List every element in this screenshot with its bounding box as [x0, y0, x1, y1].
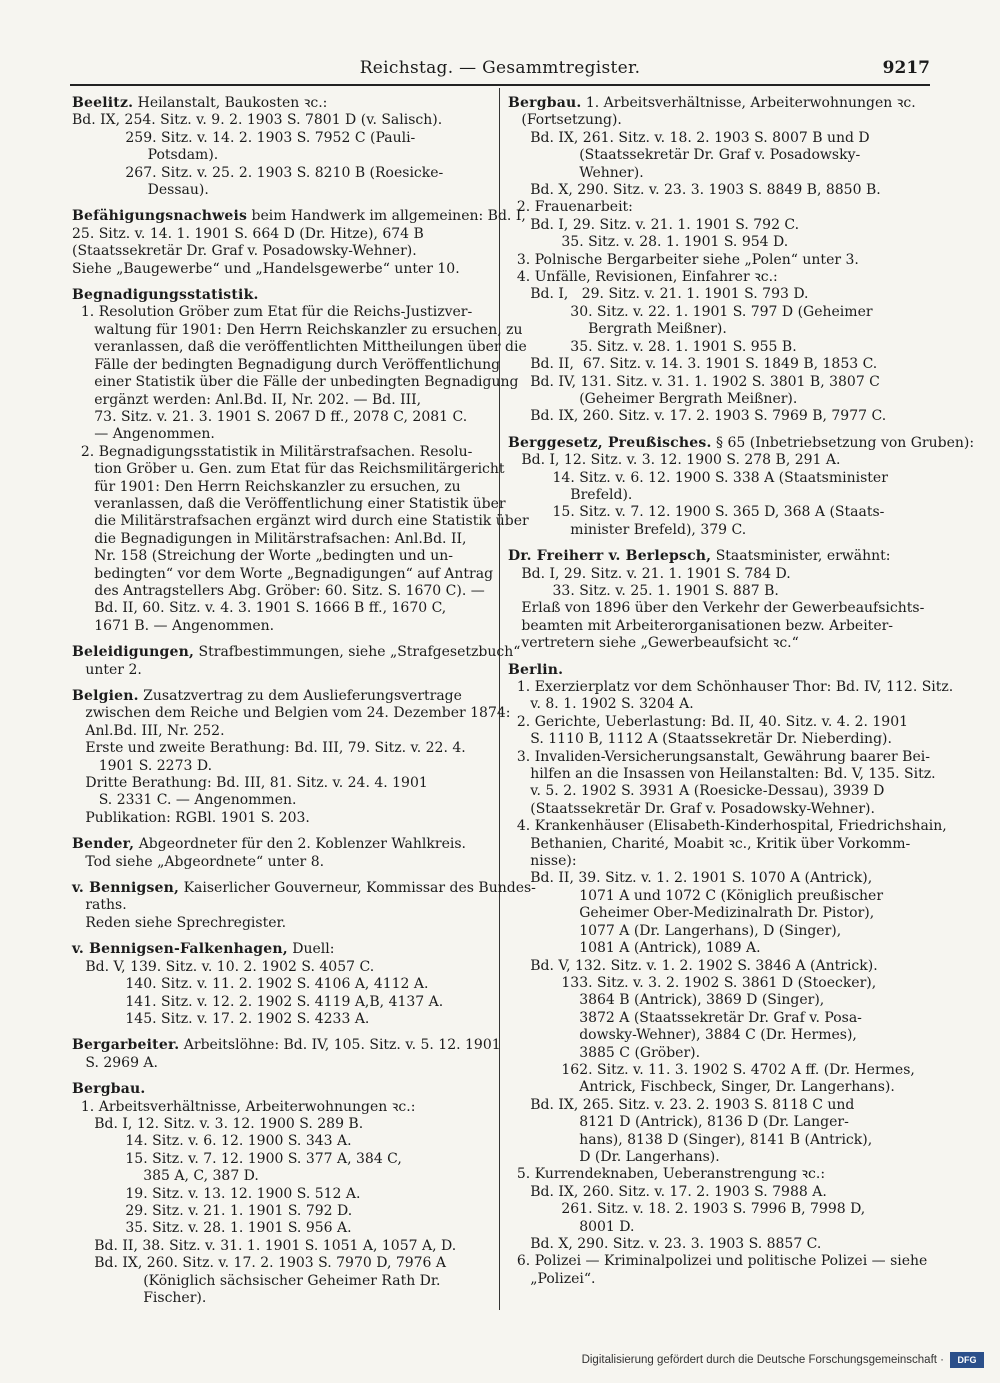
entry-line: Bd. I, 12. Sitz. v. 3. 12. 1900 S. 278 B, 291 A. — [508, 452, 841, 469]
entry-line: Beleidigungen, Strafbestimmungen, siehe „Strafgesetzbuch“ — [72, 644, 521, 661]
entry-line: Bd. I, 29. Sitz. v. 21. 1. 1901 S. 792 C. — [508, 216, 800, 233]
entry-line: 19. Sitz. v. 13. 12. 1900 S. 512 A. — [72, 1185, 361, 1202]
entry-line: vertretern siehe „Gewerbeaufsicht ꝛc.“ — [508, 635, 799, 652]
entry-line: unter 2. — [72, 661, 142, 678]
entry-line: für 1901: Den Herrn Reichskanzler zu ersuchen, zu — [72, 478, 461, 495]
entry-line: Tod siehe „Abgeordnete“ unter 8. — [72, 853, 325, 870]
entry-line: v. 8. 1. 1902 S. 3204 A. — [508, 696, 694, 713]
entry-heading: v. Bennigsen, — [72, 880, 180, 897]
entry-line: 140. Sitz. v. 11. 2. 1902 S. 4106 A, 4112 A. — [72, 976, 429, 993]
entry-line: Bd. IX, 261. Sitz. v. 18. 2. 1903 S. 8007 B und D — [508, 129, 870, 146]
register-entry — [72, 95, 486, 199]
entry-line: Bethanien, Charité, Moabit ꝛc., Kritik über Vorkomm- — [508, 835, 911, 852]
register-entry — [72, 941, 486, 1028]
column-divider — [499, 88, 500, 1310]
entry-line: 133. Sitz. v. 3. 2. 1902 S. 3861 D (Stoecker), — [508, 974, 877, 991]
entry-line: Bd. IX, 265. Sitz. v. 23. 2. 1903 S. 8118 C und — [508, 1096, 855, 1113]
entry-line: Bd. IX, 260. Sitz. v. 17. 2. 1903 S. 7970 D, 7976 A — [72, 1255, 447, 1272]
entry-line: 1901 S. 2273 D. — [72, 757, 213, 774]
register-entry — [72, 287, 529, 635]
entry-heading: Beleidigungen, — [72, 644, 195, 661]
entry-line: Antrick, Fischbeck, Singer, Dr. Langerhans). — [508, 1079, 895, 1096]
entry-line: minister Brefeld), 379 C. — [508, 521, 747, 538]
entry-line: Bergbau. 1. Arbeitsverhältnisse, Arbeiterwohnungen ꝛc. — [508, 95, 916, 111]
entry-line: bedingten“ vor dem Worte „Begnadigungen“ auf Antrag — [72, 565, 494, 582]
entry-line: 1. Resolution Gröber zum Etat für die Reichs-Justizver- — [72, 304, 473, 321]
entry-line: 35. Sitz. v. 28. 1. 1901 S. 956 A. — [72, 1220, 352, 1237]
entry-line: 2. Frauenarbeit: — [508, 199, 633, 216]
entry-line: Bender, Abgeordneter für den 2. Koblenzer Wahlkreis. — [72, 836, 466, 853]
entry-line: Erlaß von 1896 über den Verkehr der Gewerbeaufsichts- — [508, 600, 925, 617]
entry-line: 29. Sitz. v. 21. 1. 1901 S. 792 D. — [72, 1202, 353, 1219]
entry-line: Dessau). — [72, 182, 209, 199]
entry-line: v. 5. 2. 1902 S. 3931 A (Roesicke-Dessau), 3939 D — [508, 783, 885, 800]
entry-line: Bd. II, 39. Sitz. v. 1. 2. 1901 S. 1070 A (Antrick), — [508, 870, 873, 887]
entry-line: 1071 A und 1072 C (Königlich preußischer — [508, 887, 884, 904]
register-entry — [72, 836, 486, 871]
right-column — [508, 95, 975, 1297]
entry-line: (Königlich sächsischer Geheimer Rath Dr. — [72, 1272, 441, 1289]
entry-line: 3864 B (Antrick), 3869 D (Singer), — [508, 992, 825, 1009]
entry-line: raths. — [72, 897, 127, 914]
entry-line: Nr. 158 (Streichung der Worte „bedingten und un- — [72, 548, 453, 565]
entry-line: 8001 D. — [508, 1218, 635, 1235]
entry-line: 1081 A (Antrick), 1089 A. — [508, 940, 761, 957]
register-entry — [508, 661, 954, 1289]
entry-line: 8121 D (Antrick), 8136 D (Dr. Langer- — [508, 1114, 849, 1131]
entry-line: zwischen dem Reiche und Belgien vom 24. Dezember 1874: — [72, 705, 511, 722]
entry-line: waltung für 1901: Den Herrn Reichskanzler zu ersuchen, zu — [72, 321, 523, 338]
entry-line: 4. Unfälle, Revisionen, Einfahrer ꝛc.: — [508, 269, 778, 286]
entry-line: 1671 B. — Angenommen. — [72, 617, 275, 634]
entry-line: 35. Sitz. v. 28. 1. 1901 S. 955 B. — [508, 338, 797, 355]
entry-line: Bd. I, 29. Sitz. v. 21. 1. 1901 S. 784 D. — [508, 565, 791, 582]
entry-line: (Staatssekretär Dr. Graf v. Posadowsky-Wehner). — [72, 243, 417, 260]
entry-line: 35. Sitz. v. 28. 1. 1901 S. 954 D. — [508, 234, 789, 251]
entry-line: tion Gröber u. Gen. zum Etat für das Reichsmilitärgericht — [72, 461, 505, 478]
entry-line: Potsdam). — [72, 147, 219, 164]
entry-line: (Geheimer Bergrath Meißner). — [508, 390, 798, 407]
entry-line: Bd. I, 12. Sitz. v. 3. 12. 1900 S. 289 B. — [72, 1115, 364, 1132]
entry-line: hilfen an die Insassen von Heilanstalten: Bd. V, 135. Sitz. — [508, 766, 936, 783]
entry-line: (Staatssekretär Dr. Graf v. Posadowsky-Wehner). — [508, 800, 875, 817]
entry-heading: Bergbau. — [72, 1081, 146, 1098]
entry-line: 3. Invaliden-Versicherungsanstalt, Gewährung baarer Bei- — [508, 748, 930, 765]
entry-line: 1077 A (Dr. Langerhans), D (Singer), — [508, 922, 842, 939]
entry-line: „Polizei“. — [508, 1270, 596, 1287]
page-title: Reichstag. — Gesammtregister. — [359, 58, 641, 78]
entry-line: Bd. V, 139. Sitz. v. 10. 2. 1902 S. 4057 C. — [72, 958, 375, 975]
entry-line: 33. Sitz. v. 25. 1. 1901 S. 887 B. — [508, 582, 779, 599]
page-header — [70, 58, 930, 82]
entry-line — [72, 287, 486, 304]
entry-line: Bd. X, 290. Sitz. v. 23. 3. 1903 S. 8857 C. — [508, 1236, 822, 1252]
entry-line: Bergrath Meißner). — [508, 321, 727, 338]
entry-line: 73. Sitz. v. 21. 3. 1901 S. 2067 D ff., 2078 C, 2081 C. — [72, 408, 468, 425]
entry-line: 14. Sitz. v. 6. 12. 1900 S. 343 A. — [72, 1133, 352, 1150]
entry-line: 259. Sitz. v. 14. 2. 1903 S. 7952 C (Pauli- — [72, 129, 416, 146]
entry-line: die Militärstrafsachen ergänzt wird durch eine Statistik über — [72, 513, 529, 530]
entry-heading: Berlin. — [508, 661, 564, 678]
entry-line: Fälle der bedingten Begnadigung durch Veröffentlichung — [72, 356, 501, 373]
entry-line: nisse): — [508, 853, 577, 870]
entry-line — [72, 1081, 486, 1098]
entry-line: 14. Sitz. v. 6. 12. 1900 S. 338 A (Staatsminister — [508, 469, 888, 486]
entry-line: Publikation: RGBl. 1901 S. 203. — [72, 809, 310, 826]
entry-line: Wehner). — [508, 164, 644, 181]
footer-credit: Digitalisierung gefördert durch die Deutsche Forschungsgemeinschaft · — [581, 1354, 944, 1366]
entry-line: 4. Krankenhäuser (Elisabeth-Kinderhospital, Friedrichshain, — [508, 818, 947, 835]
entry-line: 141. Sitz. v. 12. 2. 1902 S. 4119 A,B, 4137 A. — [72, 993, 444, 1010]
entry-line: Bd. X, 290. Sitz. v. 23. 3. 1903 S. 8849 B, 8850 B. — [508, 182, 881, 199]
entry-line: 267. Sitz. v. 25. 2. 1903 S. 8210 B (Roesicke- — [72, 164, 444, 181]
entry-line: D (Dr. Langerhans). — [508, 1148, 720, 1165]
entry-line: Bd. II, 60. Sitz. v. 4. 3. 1901 S. 1666 B ff., 1670 C, — [72, 600, 447, 617]
entry-line: 1. Exerzierplatz vor dem Schönhauser Thor: Bd. IV, 112. Sitz. — [508, 679, 954, 695]
register-entry — [72, 208, 526, 278]
entry-line: (Staatssekretär Dr. Graf v. Posadowsky- — [508, 147, 861, 164]
register-entry — [72, 688, 511, 827]
entry-line: S. 1110 B, 1112 A (Staatssekretär Dr. Nieberding). — [508, 731, 892, 748]
entry-line: die Begnadigungen in Militärstrafsachen: Anl.Bd. II, — [72, 530, 467, 547]
entry-line: 261. Sitz. v. 18. 2. 1903 S. 7996 B, 7998 D, — [508, 1201, 866, 1218]
entry-line: Bd. IV, 131. Sitz. v. 31. 1. 1902 S. 3801 B, 3807 C — [508, 373, 880, 390]
entry-heading: Bergbau. — [508, 95, 582, 111]
entry-heading: v. Bennigsen-Falkenhagen, — [72, 941, 288, 958]
entry-line: Bd. IX, 254. Sitz. v. 9. 2. 1903 S. 7801 D (v. Salisch). — [72, 112, 443, 129]
entry-line: Fischer). — [72, 1290, 207, 1306]
entry-line: 145. Sitz. v. 17. 2. 1902 S. 4233 A. — [72, 1010, 370, 1027]
entry-line: veranlassen, daß die veröffentlichten Mittheilungen über die — [72, 339, 527, 356]
entry-line: Brefeld). — [508, 486, 633, 503]
entry-line: Siehe „Baugewerbe“ und „Handelsgewerbe“ unter 10. — [72, 260, 460, 277]
entry-line: S. 2969 A. — [72, 1054, 158, 1071]
entry-line: Beelitz. Heilanstalt, Baukosten ꝛc.: — [72, 95, 328, 111]
entry-line: 30. Sitz. v. 22. 1. 1901 S. 797 D (Geheimer — [508, 303, 873, 320]
header-rule — [70, 84, 930, 86]
entry-line: 5. Kurrendeknaben, Ueberanstrengung ꝛc.: — [508, 1166, 826, 1183]
entry-line: 1. Arbeitsverhältnisse, Arbeiterwohnungen ꝛc.: — [72, 1098, 416, 1115]
entry-line: 2. Begnadigungsstatistik in Militärstrafsachen. Resolu- — [72, 443, 473, 460]
entry-line: 15. Sitz. v. 7. 12. 1900 S. 377 A, 384 C, — [72, 1150, 402, 1167]
entry-heading: Bergarbeiter. — [72, 1037, 180, 1054]
entry-line: Befähigungsnachweis beim Handwerk im allgemeinen: Bd. I, — [72, 208, 526, 225]
entry-line: 25. Sitz. v. 14. 1. 1901 S. 664 D (Dr. Hitze), 674 B — [72, 225, 424, 242]
entry-line: S. 2331 C. — Angenommen. — [72, 792, 297, 809]
entry-line: — Angenommen. — [72, 426, 215, 443]
register-entry — [72, 644, 521, 679]
entry-line: Bd. I, 29. Sitz. v. 21. 1. 1901 S. 793 D. — [508, 286, 809, 303]
register-entry — [508, 548, 924, 652]
entry-line: beamten mit Arbeiterorganisationen bezw. Arbeiter- — [508, 617, 894, 634]
entry-line: 15. Sitz. v. 7. 12. 1900 S. 365 D, 368 A (Staats- — [508, 504, 885, 521]
entry-line: Geheimer Ober-Medizinalrath Dr. Pistor), — [508, 905, 875, 922]
entry-line: 3872 A (Staatssekretär Dr. Graf v. Posa- — [508, 1009, 862, 1026]
entry-line: 3885 C (Gröber). — [508, 1044, 701, 1061]
entry-line: 2. Gerichte, Ueberlastung: Bd. II, 40. Sitz. v. 4. 2. 1901 — [508, 713, 909, 730]
dfg-logo: DFG — [950, 1352, 984, 1368]
entry-line: Dritte Berathung: Bd. III, 81. Sitz. v. 24. 4. 1901 — [72, 775, 428, 792]
register-entry — [72, 1037, 501, 1072]
entry-heading: Belgien. — [72, 688, 139, 704]
entry-line: Belgien. Zusatzvertrag zu dem Auslieferungsvertrage — [72, 688, 462, 704]
entry-line: Berggesetz, Preußisches. § 65 (Inbetriebsetzung von Gruben): — [508, 434, 975, 451]
entry-line: v. Bennigsen-Falkenhagen, Duell: — [72, 941, 335, 958]
entry-line: 6. Polizei — Kriminalpolizei und politische Polizei — siehe — [508, 1253, 928, 1270]
entry-line: (Fortsetzung). — [508, 112, 622, 129]
entry-line: Bergarbeiter. Arbeitslöhne: Bd. IV, 105. Sitz. v. 5. 12. 1901 — [72, 1037, 501, 1054]
entry-line: Bd. V, 132. Sitz. v. 1. 2. 1902 S. 3846 A (Antrick). — [508, 957, 878, 974]
entry-heading: Begnadigungsstatistik. — [72, 287, 259, 304]
entry-line: ergänzt werden: Anl.Bd. II, Nr. 202. — Bd. III, — [72, 391, 422, 408]
entry-heading: Dr. Freiherr v. Berlepsch, — [508, 548, 712, 565]
entry-line: Dr. Freiherr v. Berlepsch, Staatsminister, erwähnt: — [508, 548, 891, 565]
entry-line: 3. Polnische Bergarbeiter siehe „Polen“ unter 3. — [508, 251, 859, 268]
entry-heading: Berggesetz, Preußisches. — [508, 434, 712, 451]
entry-line: Anl.Bd. III, Nr. 252. — [72, 722, 225, 739]
entry-line: Bd. IX, 260. Sitz. v. 17. 2. 1903 S. 7988 A. — [508, 1183, 827, 1200]
footer — [581, 1352, 984, 1370]
page-number: 9217 — [882, 58, 930, 78]
entry-line: 162. Sitz. v. 11. 3. 1902 S. 4702 A ff. (Dr. Hermes, — [508, 1061, 915, 1078]
entry-line: Reden siehe Sprechregister. — [72, 914, 287, 931]
entry-line: Bd. II, 67. Sitz. v. 14. 3. 1901 S. 1849 B, 1853 C. — [508, 356, 878, 373]
entry-line: des Antragstellers Abg. Gröber: 60. Sitz. S. 1670 C). — — [72, 582, 485, 599]
entry-line: Erste und zweite Berathung: Bd. III, 79. Sitz. v. 22. 4. — [72, 740, 466, 757]
entry-line: Bd. IX, 260. Sitz. v. 17. 2. 1903 S. 7969 B, 7977 C. — [508, 408, 887, 425]
entry-line: 385 A, C, 387 D. — [72, 1168, 259, 1185]
entry-line: Bd. II, 38. Sitz. v. 31. 1. 1901 S. 1051 A, 1057 A, D. — [72, 1237, 457, 1254]
entry-line: dowsky-Wehner), 3884 C (Dr. Hermes), — [508, 1027, 857, 1044]
entry-line: hans), 8138 D (Singer), 8141 B (Antrick), — [508, 1131, 873, 1148]
entry-line: veranlassen, daß die Veröffentlichung einer Statistik über — [72, 495, 506, 512]
entry-line: v. Bennigsen, Kaiserlicher Gouverneur, Kommissar des Bundes- — [72, 880, 536, 897]
entry-line: einer Statistik über die Fälle der unbedingten Begnadigung — [72, 374, 519, 391]
entry-heading: Bender, — [72, 836, 135, 853]
register-entry — [72, 880, 536, 932]
register-entry — [72, 1081, 486, 1307]
register-entry — [508, 434, 975, 539]
entry-heading: Befähigungsnachweis — [72, 208, 248, 225]
entry-heading: Beelitz. — [72, 95, 134, 111]
register-entry — [508, 95, 924, 426]
entry-line — [508, 662, 924, 679]
